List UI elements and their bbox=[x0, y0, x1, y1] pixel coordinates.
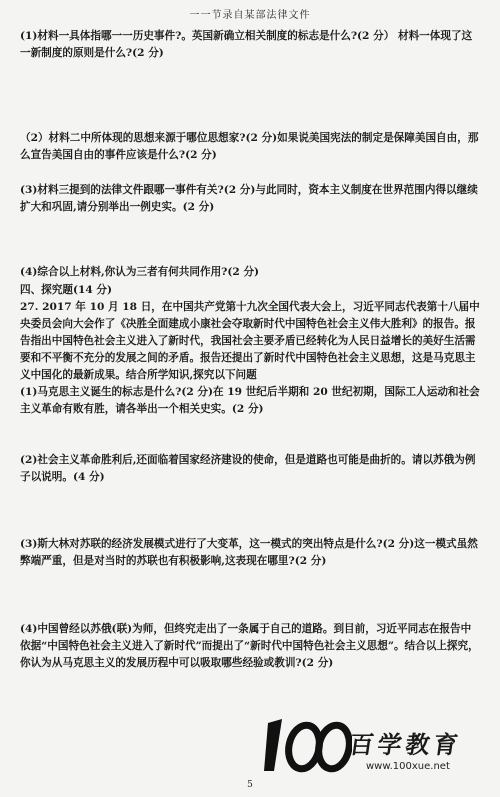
question-1-text: (1)材料一具体指哪一一历史事件?。英国新确立相关制度的标志是什么?(2 分） 材料一体现了这一新制度的原则是什么?(2 分) bbox=[20, 30, 473, 59]
inquiry-1-text: (1)马克思主义诞生的标志是什么?(2 分)在 19 世纪后半期和 20 世纪初期，国际工人运动和社会主义革命有败有胜，请各举出一个相关史实。(2 分) bbox=[20, 386, 480, 415]
question-2-text: （2）材料二中所体现的思想来源于哪位思想家?(2 分)如果说美国宪法的制定是保障美国自由，那么宣告美国自由的事件应该是什么?(2 分) bbox=[20, 132, 479, 161]
section-heading: 四、探究题(14 分) bbox=[20, 284, 113, 296]
page-header: 一一节录自某部法律文件 bbox=[189, 10, 311, 21]
brand-logo bbox=[262, 715, 497, 777]
question-3-text: (3)材料三提到的法律文件跟哪一事件有关?(2 分)与此同时，资本主义制度在世界范围内得以继续扩大和巩固,请分别举出一例史实。(2 分) bbox=[20, 184, 478, 213]
passage-text: 27. 2017 年 10 月 18 日，在中国共产党第十九次全国代表大会上，习近平同志代表第十八届中央委员会向大会作了《决胜全面建成小康社会夺取新时代中国特色社会主义伟大胜利》的报告。报告指出中国特色社会主义进入了新时代，我国社会主要矛盾已经转化为人民日益增长的美好生活需要和不平衡不充分的发展之间的矛盾。报告还提出了新时代中国特色社会主义思想，这是马克思主义中国化的最新成果。结合所学知识,探究以下问题 bbox=[20, 301, 480, 381]
inquiry-2-text: (2)社会主义革命胜利后,还面临着国家经济建设的使命，但是道路也可能是曲折的。请以苏俄为例子以说明。(4 分) bbox=[20, 454, 476, 483]
page-number: 5 bbox=[247, 780, 253, 790]
logo-mark-icon bbox=[262, 715, 352, 775]
question-4-text: (4)综合以上材料,你认为三者有何共同作用?(2 分) bbox=[20, 266, 260, 278]
logo-name: 百学教育 bbox=[347, 730, 464, 759]
inquiry-3-text: (3)斯大林对苏联的经济发展模式进行了大变革，这一模式的突出特点是什么?(2 分)这一模式虽然弊端严重，但是对当时的苏联也有积极影响,这表现在哪里?(2 分) bbox=[20, 538, 478, 567]
inquiry-4-text: (4)中国曾经以苏俄(联)为师，但终究走出了一条属于自己的道路。到目前，习近平同志在报告中依据“中国特色社会主义进入了新时代”而提出了“新时代中国特色社会主义思想”。结合以上探究，你认为从马克思主义的发展历程中可以吸取哪些经验或教训?(2 分) bbox=[20, 623, 479, 669]
logo-url: www.100xue.net bbox=[366, 761, 450, 772]
